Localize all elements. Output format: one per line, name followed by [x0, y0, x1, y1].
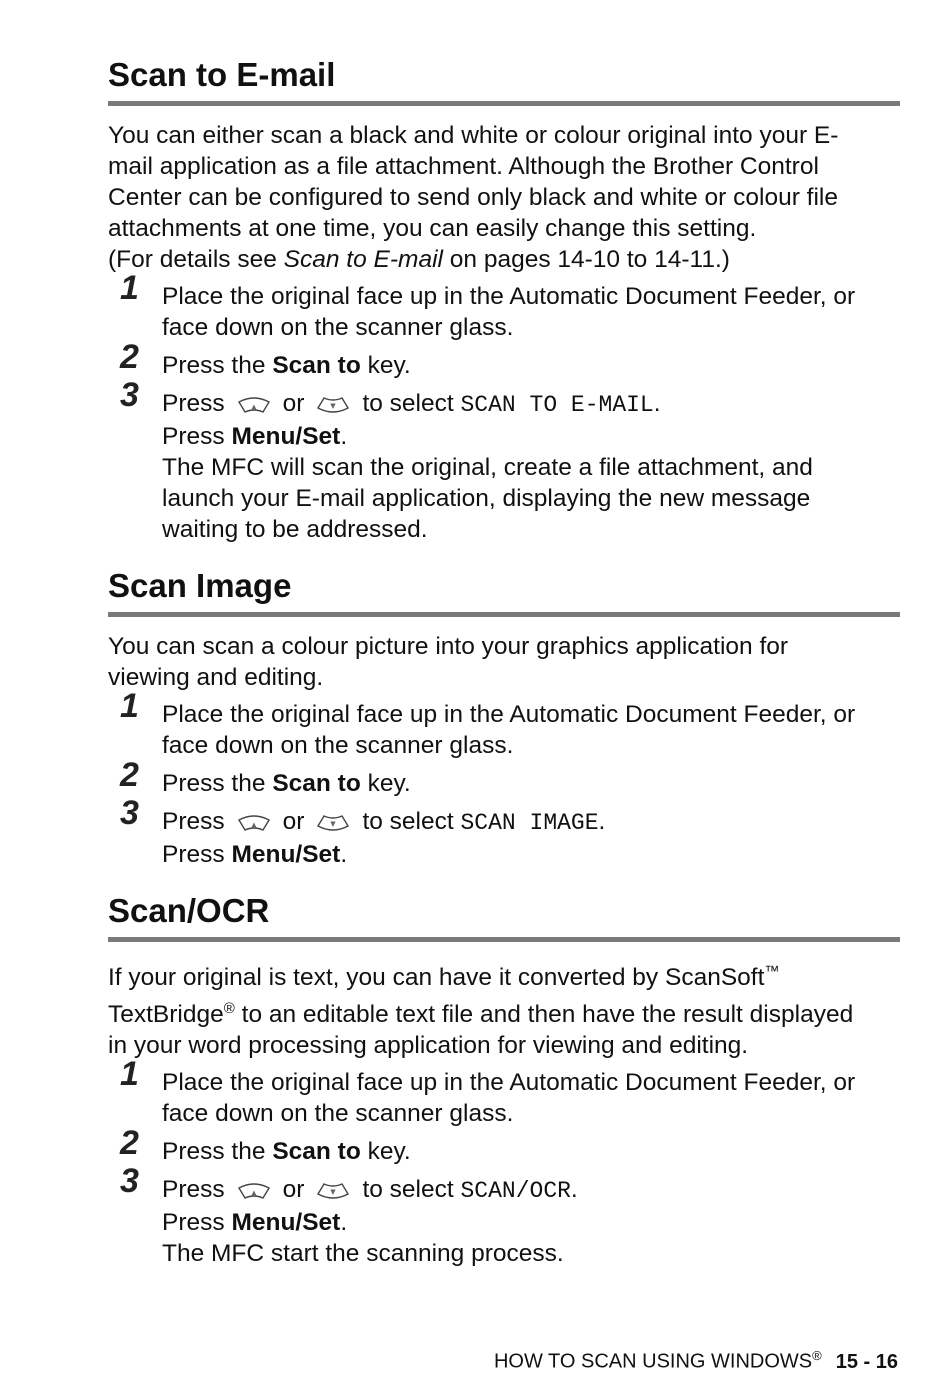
registered-symbol: ®	[812, 1348, 822, 1363]
key-name: Menu/Set	[231, 1209, 341, 1237]
step-number: 1	[120, 1055, 139, 1094]
step-number: 3	[120, 794, 139, 832]
key-name: Menu/Set	[231, 423, 341, 450]
up-arrow-key-icon	[237, 814, 271, 832]
step-3: 3 Press ▲ or ▼ to select SCAN/OCR. Press Menu/Set. The MFC start the scanning process.	[120, 1162, 578, 1268]
step-number: 2	[120, 756, 139, 794]
lcd-menu-option: SCAN/OCR	[460, 1178, 571, 1205]
key-name: Scan to	[272, 770, 361, 797]
intro-paragraph: You can scan a colour picture into your graphics application for viewing and editing.	[108, 633, 789, 691]
step-1: 1 Place the original face up in the Automatic Document Feeder, or face down on the scanner glass.	[120, 687, 856, 759]
step-number: 2	[120, 1124, 139, 1163]
section-scan-ocr	[108, 891, 900, 1269]
cross-reference-link: Scan to E-mail	[283, 246, 443, 273]
section-scan-to-email	[108, 55, 900, 545]
step-3: 3 Press ▲ or ▼ to select SCAN IMAGE. Press Menu/Set.	[120, 794, 606, 868]
key-name: Menu/Set	[231, 841, 341, 868]
svg-text:▲: ▲	[250, 821, 257, 829]
step-2: 2 Press the Scan to key.	[120, 756, 411, 797]
step-number: 1	[120, 687, 139, 725]
step-2: 2 Press the Scan to key.	[120, 1124, 411, 1166]
key-name: Scan to	[272, 1138, 361, 1166]
section-title: Scan Image	[108, 567, 292, 604]
step-2: 2 Press the Scan to key.	[120, 338, 411, 379]
down-arrow-key-icon	[316, 1182, 350, 1200]
intro-paragraph: If your original is text, you can have it converted by ScanSoft™ TextBridge® to an editable text file and then have the result displayed in your word processing application for viewing and editing.	[108, 963, 854, 1060]
svg-text:▲: ▲	[250, 1189, 257, 1198]
down-arrow-key-icon	[316, 396, 350, 414]
intro-paragraph: You can either scan a black and white or colour original into your E- mail application as a file attachment. Although the Brother Control Center can be configured to send only black and white or colour file attachments at one time, you can easily change this setting. (For details see Scan to E-mail on pages 14-10 to 14-11.)	[108, 122, 839, 273]
step-1: 1 Place the original face up in the Automatic Document Feeder, or face down on the scanner glass.	[120, 1055, 856, 1128]
up-arrow-key-icon	[237, 396, 271, 414]
section-title: Scan/OCR	[108, 892, 270, 929]
lcd-menu-option: SCAN IMAGE	[460, 810, 599, 836]
key-name: Scan to	[272, 352, 361, 379]
trademark-symbol: ™	[764, 963, 780, 980]
section-rule	[108, 612, 900, 617]
up-arrow-key-icon	[237, 1182, 271, 1200]
step-3: 3 Press ▲ or ▼ to select SCAN TO E-MAIL. Press Menu/Set. The MFC will scan the original, create a file attachment, and launch your E-mail application, displaying the new message waiting to be addressed.	[120, 376, 813, 543]
lcd-menu-option: SCAN TO E-MAIL	[460, 392, 654, 418]
svg-text:▼: ▼	[330, 402, 337, 410]
footer-chapter-label: HOW TO SCAN USING WINDOWS	[493, 1350, 813, 1373]
svg-text:▲: ▲	[250, 403, 257, 411]
svg-text:▼: ▼	[330, 820, 337, 828]
registered-symbol: ®	[223, 1000, 235, 1018]
section-rule	[108, 101, 900, 106]
step-number: 3	[120, 1162, 139, 1201]
step-1: 1 Place the original face up in the Automatic Document Feeder, or face down on the scanner glass.	[120, 269, 856, 341]
step-number: 2	[120, 338, 139, 376]
section-rule	[108, 937, 900, 942]
down-arrow-key-icon	[316, 814, 350, 832]
step-number: 3	[120, 376, 139, 414]
page-footer	[494, 1344, 898, 1374]
section-scan-image	[108, 566, 900, 870]
step-number: 1	[120, 269, 139, 307]
section-title: Scan to E-mail	[108, 56, 336, 93]
page-number: 15 - 16	[835, 1350, 898, 1373]
svg-text:▼: ▼	[330, 1188, 337, 1197]
